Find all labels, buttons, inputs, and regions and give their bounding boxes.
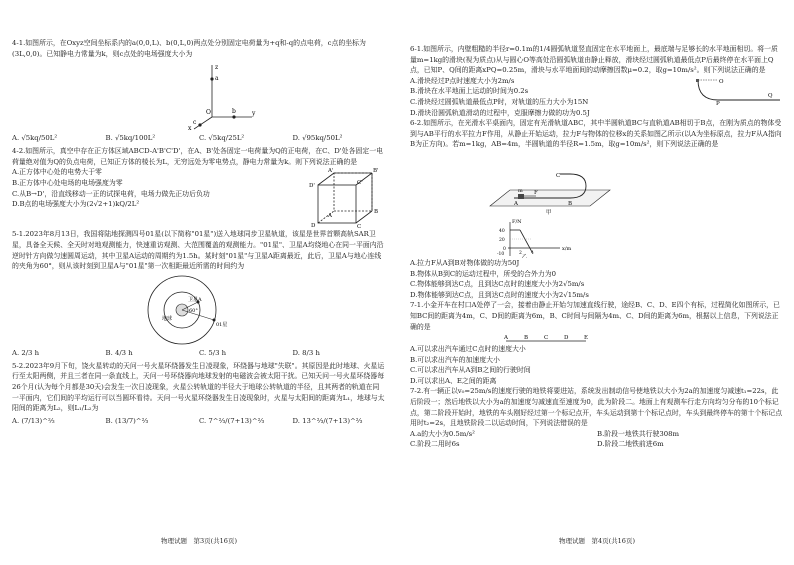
label-x: x: [188, 125, 192, 132]
option-b[interactable]: B. (13/7)^⅔: [105, 416, 149, 425]
option-d[interactable]: D.物体能够到达C点，且到达C点时的速度大小为2√15m/s: [410, 290, 589, 299]
option-a[interactable]: A.滑块经过P点时速度大小为2m/s: [410, 76, 515, 85]
svg-text:B': B': [373, 168, 379, 175]
svg-text:4: 4: [531, 250, 534, 256]
option-d[interactable]: D. 8/3 h: [292, 348, 320, 357]
option-c[interactable]: C. 7^⅔/(7+13)^⅔: [199, 416, 265, 425]
question-4-2: 4-2.如图所示，真空中存在正方体区域ABCD-A'B'C'D'，在A、B'处各固定一电荷量为Q的正电荷，在C、D'处各固定一电荷量绝对值为Q的负点电荷，已知正方体的棱长为L，无穷远处为零电势点，静电力常量为k。则下列说法正确的是: [12, 147, 384, 166]
svg-text:D': D': [309, 183, 315, 190]
svg-text:O: O: [719, 78, 724, 85]
figure-7-1-points: [410, 332, 790, 344]
svg-text:F/N: F/N: [512, 218, 522, 225]
svg-text:0: 0: [503, 246, 506, 252]
option-a[interactable]: A.可以求出汽车通过C点时的速度大小: [410, 345, 526, 354]
svg-text:20: 20: [499, 237, 505, 243]
label-y: y: [252, 110, 256, 118]
svg-text:A: A: [514, 200, 518, 207]
label-c: c: [193, 119, 197, 127]
option-d[interactable]: D. 13^⅔/(7+13)^⅔: [292, 416, 363, 425]
svg-text:乙: 乙: [522, 253, 528, 258]
label-z: z: [215, 64, 219, 72]
svg-text:D: D: [311, 223, 316, 230]
q4-2-body: [12, 167, 386, 229]
option-d[interactable]: D.阶段二地铁前进6m: [597, 440, 664, 449]
option-d[interactable]: D. √95kq/50L²: [292, 134, 343, 143]
label-01-satellite: 01星: [216, 321, 228, 328]
option-b[interactable]: B.可以求出汽车的加速度大小: [410, 355, 500, 364]
svg-text:B: B: [524, 335, 529, 342]
svg-text:P: P: [716, 100, 720, 106]
svg-text:x/m: x/m: [562, 245, 572, 252]
options-4-1: [12, 132, 386, 144]
question-5-1: 5-1.2023年8月13日，我国将陆地探测四号01星(以下简称"01星")送入地球同步卫星轨道，该星是世界首颗高轨SAR卫星，具备全天候、全天时对地观测能力，快速重访观测、大范围覆盖的观测能力。"01星"、卫星A均绕地心在同一平面内沿逆时针方向做匀速圆周运动，其中卫星A运动的周期约为1.5h。某时刻"01星"与卫星A距离最近，此后，卫星A与地心连线的夹角为60°，则从该时刻到卫星A与"01星"第一次相距最近所需的时间约为: [12, 230, 384, 271]
q6-1-body: [410, 76, 784, 118]
option-d[interactable]: D.B点的电场强度大小为(2√2+1)kQ/2L²: [12, 200, 140, 209]
option-a[interactable]: A. √5kq/50L²: [12, 134, 58, 143]
label-angle: 60°: [189, 307, 198, 314]
page-footer-3: 物理试题 第3页(共16页): [161, 537, 237, 545]
option-c[interactable]: C. √5kq/25L²: [199, 134, 245, 143]
svg-text:甲: 甲: [546, 209, 552, 216]
svg-text:m: m: [518, 187, 523, 194]
option-a[interactable]: A.a的大小为0.5m/s²: [410, 429, 475, 438]
svg-text:B: B: [374, 209, 379, 216]
svg-text:2: 2: [519, 250, 522, 256]
svg-text:C: C: [544, 335, 549, 342]
label-O: O: [206, 109, 211, 117]
svg-text:A': A': [328, 168, 334, 175]
svg-text:A: A: [504, 335, 508, 342]
option-c[interactable]: C.滑块经过圆弧轨道最低点P时，对轨道的压力大小为15N: [410, 97, 589, 106]
page-footer-4: 物理试题 第4页(共16页): [559, 537, 635, 545]
option-b[interactable]: B.滑块在水平地面上运动的时间为0.2s: [410, 87, 529, 96]
question-7-1: 7-1.小金开车在村口A处停了一会，接着由静止开始匀加速直线行驶，途经B、C、D、E四个有标，过程简化如图所示，已知BC间的距离为4m，C、D间的距离为6m，B、C时间与间隔为4m、C、D间的距离为6m，根据以上信息，下列说法正确的是: [410, 301, 780, 331]
svg-text:B: B: [568, 200, 573, 207]
svg-text:D: D: [564, 335, 569, 342]
svg-text:C: C: [357, 224, 362, 230]
question-6-1: 6-1.如图所示，内壁粗糙的半径r=0.1m的1/4圆弧轨道竖直固定在水平地面上，最底端与足够长的水平地面相切。将一质量m=1kg的滑块(视为质点)从与圆心O等高处沿圆弧轨道由静止释放，滑块经过圆弧轨道最低点P后最终停在水平面上Q点，已知P、Q间的距离xPQ=0.25m，滑块与水平地面间的动摩擦因数μ=0.2，取g=10m/s²。则下列说法正确的是: [410, 45, 778, 75]
svg-text:C: C: [556, 172, 561, 179]
svg-text:F: F: [534, 189, 538, 196]
option-b[interactable]: B. √5kq/100L²: [105, 134, 156, 143]
option-b[interactable]: B.正方体中心处电场的电场强度为零: [12, 178, 123, 187]
option-a[interactable]: A.拉力F从A到B对物体做的功为50J: [410, 258, 520, 267]
option-c[interactable]: C.从B→D'，沿直线移动一正的试探电荷，电场力做先正功后负功: [12, 189, 210, 198]
svg-text:40: 40: [499, 228, 505, 234]
options-4-2: [12, 167, 306, 229]
figure-6-1-arc: [692, 76, 784, 106]
option-a[interactable]: A.正方体中心处的电势大于零: [12, 168, 102, 177]
options-6-1: [410, 76, 692, 118]
option-c[interactable]: C. 5/3 h: [199, 348, 227, 357]
figure-6-2-track-and-graph: [410, 150, 790, 258]
svg-text:Q: Q: [768, 92, 773, 99]
option-b[interactable]: B.阶段一地铁共行驶308m: [597, 429, 680, 438]
options-5-1: [12, 347, 386, 359]
option-d[interactable]: D.滑块沿圆弧轨道滑动的过程中，克服摩擦力做的功为0.5J: [410, 108, 590, 117]
label-a: a: [215, 75, 219, 83]
question-6-2: 6-2.如图所示，在光滑水平桌面内，固定有光滑轨道ABC，其中半圆轨道BC与直轨道AB相切于B点，在刚为质点的物体受到与AB平行的水平拉力F作用，从静止开始运动，拉力F与物体的位移x的关系如图乙所示(以A为坐标原点，拉力F从A指向B为正方向)。若m=1kg，AB=4m，半圆轨道的半径R=1.5m，取g=10m/s²，则下列说法正确的是: [410, 119, 782, 149]
figure-4-2-cube: [306, 167, 386, 229]
option-c[interactable]: C.可以求出汽车从A到B之间的行驶时间: [410, 366, 531, 375]
page-4: [402, 0, 792, 565]
label-b: b: [232, 108, 236, 116]
option-b[interactable]: B. 4/3 h: [105, 348, 133, 357]
label-satellite-a: 卫星A: [188, 296, 202, 303]
page-3: [4, 0, 394, 565]
option-a[interactable]: A. (7/13)^⅔: [12, 416, 55, 425]
option-c[interactable]: C.物体能够到达C点，且到达C点时的速度大小为2√5m/s: [410, 280, 585, 289]
svg-text:-10: -10: [497, 251, 505, 257]
question-7-2: 7-2.有一辆正以v₀=25m/s的速度行驶的地铁将要进站，系统发出制动信号使地铁以大小为2a的加速度匀减速t₁=22s，此后阶段一；然后地铁以大小为a的加速度匀减速直至速度为0，此为阶段二。地面上有观测车行走方向均匀分布的10个标记点，第二阶段开始时，地铁的车头刚好经过第一个标记点开，车头运动到第十个标记点时，车头到最终停车的第十个标记点用时t₂=2s，且地铁阶段二以运动时间，下列说法错误的是: [410, 387, 783, 428]
options-5-2: [12, 415, 386, 427]
option-c[interactable]: C.阶段二用时6s: [410, 440, 460, 449]
option-a[interactable]: A. 2/3 h: [12, 348, 40, 357]
option-b[interactable]: B.物体从B到C的运动过程中，所受的合外力为0: [410, 269, 557, 278]
figure-4-1-axes: [12, 59, 392, 131]
label-earth: 地球: [162, 315, 173, 322]
svg-text:C': C': [357, 180, 363, 187]
options-7-2: [410, 429, 784, 450]
figure-5-1-orbits: [12, 272, 392, 346]
svg-text:E: E: [584, 335, 589, 342]
option-d[interactable]: D.可以求出A、E之间的距离: [410, 376, 497, 385]
question-5-2: 5-2.2023年9月下旬，饶火星转动的天问一号火星环绕器发生日凌现象，环绕器与地球"失联"。其原因是此时地球、火星运行至太阳两侧，并且三者在同一条直线上，天问一号环绕器向地球发射的电磁波会被太阳干扰。已知天问一号火星环绕器每26个月(认为每个月都是30天)会发生一次日凌现象，火星公转轨道的半径大于地球公转轨道的半径，且其两者的轨道在同一平面内，它们间的平均运行可以当圆环看待。天问一号火星环绕器发生日凌现象时，火星与太阳间的距离为L₁，地球与太阳间的距离为L₂，则L₁/L₂为: [12, 361, 385, 413]
svg-text:A: A: [328, 213, 332, 220]
question-4-1: 4-1.如图所示，在Oxyz空间坐标系内的a(0,0,L)、b(0,L,0)两点处分别固定电荷量为+q和-q的点电荷，c点的坐标为(3L,0,0)。已知静电力常量为k，则c点处的电场强度大小为: [12, 39, 366, 58]
